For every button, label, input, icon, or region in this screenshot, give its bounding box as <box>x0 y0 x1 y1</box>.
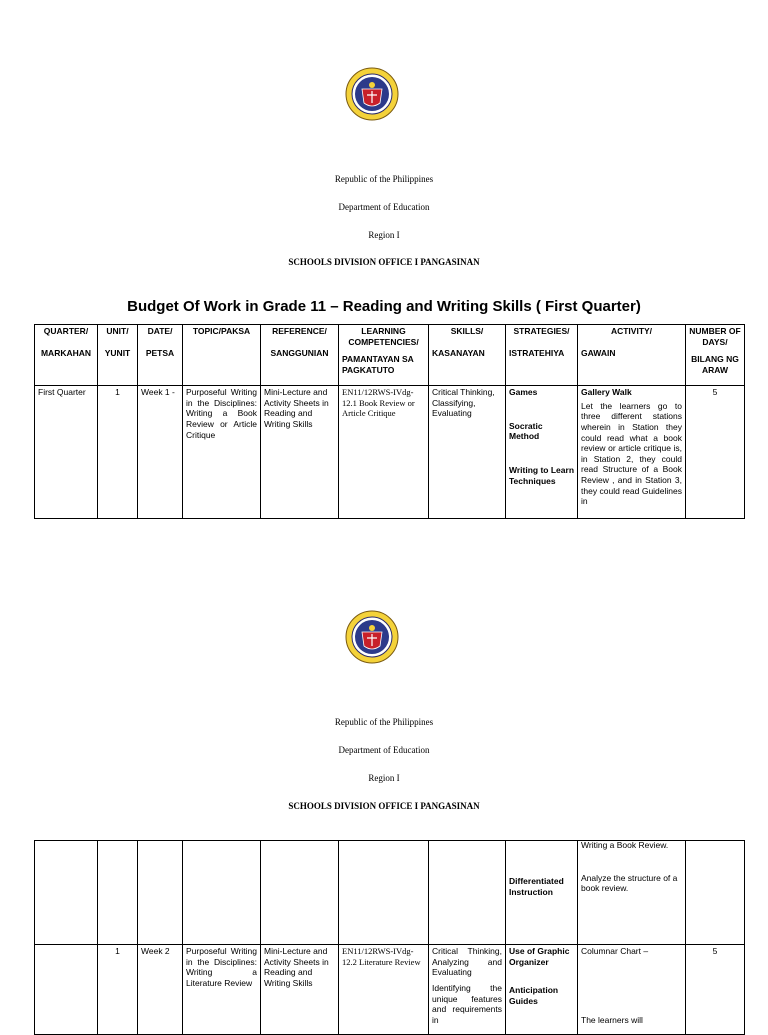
activity-text: Analyze the structure of a book review. <box>581 872 678 894</box>
cell-activity <box>578 841 686 945</box>
header-quarter: QUARTER/ MARKAHAN <box>35 325 98 386</box>
strategy-games: Games <box>509 387 538 397</box>
header-reference: REFERENCE/ SANGGUNIAN <box>261 325 339 386</box>
strategy-anticipation: Anticipation Guides <box>509 985 559 1006</box>
department-line: Department of Education <box>338 745 430 755</box>
cell-days <box>686 841 745 945</box>
region-line: Region I <box>368 773 400 783</box>
cell-days: 5 <box>686 945 745 1035</box>
cell-quarter <box>35 945 98 1035</box>
cell-skills <box>429 841 506 945</box>
budget-of-work-table <box>34 324 745 519</box>
cell-activity <box>578 386 686 519</box>
cell-quarter <box>35 841 98 945</box>
cell-competency <box>339 841 429 945</box>
cell-topic: Purposeful Writing in the Disciplines: Writing a Literature Review <box>183 945 261 1035</box>
division-line: SCHOOLS DIVISION OFFICE I PANGASINAN <box>288 257 480 267</box>
strategy-writing: Writing to Learn Techniques <box>509 464 575 486</box>
cell-unit <box>98 841 138 945</box>
division-line: SCHOOLS DIVISION OFFICE I PANGASINAN <box>288 801 480 811</box>
cell-activity <box>578 945 686 1035</box>
cell-strategies <box>506 841 578 945</box>
header-date: DATE/ PETSA <box>138 325 183 386</box>
header-strategies: STRATEGIES/ ISTRATEHIYA <box>506 325 578 386</box>
republic-line: Republic of the Philippines <box>334 717 434 727</box>
cell-reference: Mini-Lecture and Activity Sheets in Reading and Writing Skills <box>261 386 339 519</box>
activity-text: Let the learners go to three different stations wherein in Station they could read what a book review or article critique is, in Station 2, they could read Structure of a Book Review , and in Station 3, they could read Guidelines in <box>581 400 682 507</box>
republic-line: Republic of the Philippines <box>334 174 434 184</box>
cell-skills <box>429 945 506 1035</box>
skills-text-2: Identifying the unique features and requirements in <box>432 982 502 1025</box>
deped-seal-logo <box>345 67 399 121</box>
cell-unit: 1 <box>98 945 138 1035</box>
header-topic: TOPIC/PAKSA <box>183 325 261 386</box>
activity-title: Gallery Walk <box>581 387 632 397</box>
cell-date <box>138 841 183 945</box>
department-line: Department of Education <box>338 202 430 212</box>
cell-date: Week 1 - <box>138 386 183 519</box>
activity-continued: Writing a Book Review. <box>581 840 669 850</box>
page-title: Budget Of Work in Grade 11 – Reading and Writing Skills ( First Quarter) <box>127 298 641 315</box>
cell-competency: EN11/12RWS-IVdg-12.2 Literature Review <box>339 945 429 1035</box>
strategy-differentiated: Differentiated Instruction <box>509 876 564 897</box>
skills-text: Critical Thinking, Analyzing and Evaluating <box>432 946 502 978</box>
table-row <box>35 386 745 519</box>
budget-of-work-table-continued <box>34 840 745 1035</box>
cell-skills: Critical Thinking, Classifying, Evaluating <box>429 386 506 519</box>
cell-date: Week 2 <box>138 945 183 1035</box>
header-days: NUMBER OF DAYS/ BILANG NG ARAW <box>686 325 745 386</box>
cell-days: 5 <box>686 386 745 519</box>
table-row <box>35 841 745 945</box>
strategy-socratic: Socratic Method <box>509 420 543 442</box>
cell-topic: Purposeful Writing in the Disciplines: Writing a Book Review or Article Critique <box>183 386 261 519</box>
header-skills: SKILLS/ KASANAYAN <box>429 325 506 386</box>
cell-unit: 1 <box>98 386 138 519</box>
region-line: Region I <box>368 230 400 240</box>
strategy-graphic-organizer: Use of Graphic Organizer <box>509 946 570 967</box>
header-unit: UNIT/ YUNIT <box>98 325 138 386</box>
cell-reference <box>261 841 339 945</box>
cell-competency: EN11/12RWS-IVdg-12.1 Book Review or Article Critique <box>339 386 429 519</box>
cell-strategies <box>506 945 578 1035</box>
deped-seal-logo <box>345 610 399 664</box>
cell-reference: Mini-Lecture and Activity Sheets in Reading and Writing Skills <box>261 945 339 1035</box>
cell-topic <box>183 841 261 945</box>
cell-strategies <box>506 386 578 519</box>
header-competencies: LEARNING COMPETENCIES/ PAMANTAYAN SA PAGKATUTO <box>339 325 429 386</box>
table-row <box>35 945 745 1035</box>
activity-title: Columnar Chart – <box>581 946 649 956</box>
header-activity: ACTIVITY/ GAWAIN <box>578 325 686 386</box>
activity-text: The learners will <box>581 1014 643 1025</box>
cell-quarter: First Quarter <box>35 386 98 519</box>
table-header-row <box>35 325 745 386</box>
